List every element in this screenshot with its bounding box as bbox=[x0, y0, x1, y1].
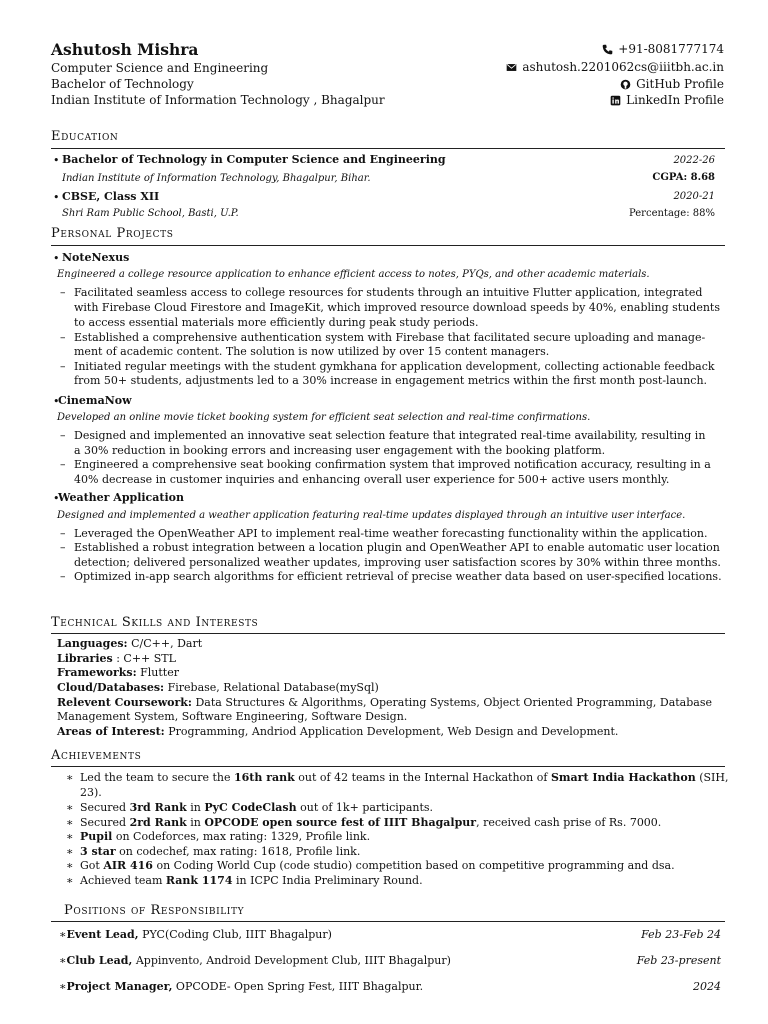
achievement-text: Secured bbox=[80, 801, 130, 814]
position-role: Project Manager, bbox=[66, 980, 173, 993]
envelope-icon bbox=[506, 62, 517, 73]
achievement-item bbox=[80, 816, 661, 829]
position-role: Club Lead, bbox=[66, 954, 133, 967]
star-bullet: ∗ bbox=[66, 859, 74, 872]
project-point: Leveraged the OpenWeather API to implement real-time weather forecasting functionality within the application. bbox=[74, 527, 708, 540]
linkedin-label: LinkedIn Profile bbox=[626, 93, 724, 107]
project-point: Established a robust integration between a location plugin and OpenWeather API to enable automatic user location bbox=[74, 541, 720, 554]
dash-marker: – bbox=[60, 541, 66, 554]
skill-label: Cloud/Databases: bbox=[57, 681, 165, 694]
project-description: Engineered a college resource application to enhance efficient access to notes, PYQs, and other academic materials. bbox=[57, 269, 650, 280]
project-point: with Firebase Cloud Firestore and ImageKit, which improved resource download speeds by 40%, enabling students bbox=[74, 301, 720, 314]
degree: Bachelor of Technology bbox=[51, 77, 194, 91]
skill-label: Areas of Interest: bbox=[57, 725, 165, 738]
achievement-item bbox=[80, 859, 675, 872]
education-score: Percentage: 88% bbox=[628, 208, 715, 219]
achievement-item bbox=[80, 801, 433, 814]
achievement-highlight: 3 star bbox=[80, 845, 116, 858]
achievement-text: in bbox=[186, 801, 205, 814]
education-degree: Bachelor of Technology in Computer Science and Engineering bbox=[62, 153, 446, 166]
position-date: 2024 bbox=[693, 980, 721, 993]
dash-marker: – bbox=[60, 570, 66, 583]
star-bullet: ∗ bbox=[66, 771, 74, 784]
skill-row-continued: Management System, Software Engineering, Software Design. bbox=[57, 710, 408, 723]
project-name: CinemaNow bbox=[58, 394, 132, 407]
achievement-text: in ICPC India Preliminary Round. bbox=[232, 874, 423, 887]
project-point: to access essential materials more efficiently during peak study periods. bbox=[74, 316, 479, 329]
projects-heading: Personal Projects bbox=[51, 226, 174, 241]
linkedin-icon bbox=[610, 95, 621, 106]
bullet: • bbox=[53, 191, 60, 204]
dash-marker: – bbox=[60, 429, 66, 442]
education-heading: Education bbox=[51, 129, 119, 144]
skill-row bbox=[57, 666, 179, 679]
bullet: • bbox=[53, 395, 60, 408]
section-divider bbox=[51, 921, 725, 922]
positions-heading: Positions of Responsibility bbox=[64, 903, 245, 918]
position-org: PYC(Coding Club, IIIT Bhagalpur) bbox=[142, 928, 332, 941]
skill-value: Programming, Andriod Application Development, Web Design and Development. bbox=[168, 725, 619, 738]
candidate-name: Ashutosh Mishra bbox=[51, 40, 199, 59]
achievement-text: out of 42 teams in the Internal Hackathon of bbox=[294, 771, 551, 784]
project-point: 40% decrease in customer inquiries and enhancing overall user experience for 500+ active users monthly. bbox=[74, 473, 670, 486]
position-role: Event Lead, bbox=[66, 928, 139, 941]
project-point: Designed and implemented an innovative seat selection feature that integrated real-time availability, resulting in bbox=[74, 429, 706, 442]
achievement-highlight: OPCODE open source fest of IIIT Bhagalpur bbox=[204, 816, 477, 829]
section-divider bbox=[51, 633, 725, 634]
project-point: detection; delivered personalized weather updates, improving user satisfaction scores by 30% within three months. bbox=[74, 556, 721, 569]
achievement-text: 23). bbox=[80, 786, 102, 799]
position-row: ∗Event Lead, PYC(Coding Club, IIIT Bhagalpur) bbox=[59, 928, 332, 941]
skill-row bbox=[57, 637, 202, 650]
position-row: ∗Project Manager, OPCODE- Open Spring Fest, IIIT Bhagalpur. bbox=[59, 980, 424, 993]
star-bullet: ∗ bbox=[66, 830, 74, 843]
position-org: Appinvento, Android Development Club, IIIT Bhagalpur) bbox=[135, 954, 451, 967]
achievement-item bbox=[80, 845, 360, 858]
skill-label: Languages: bbox=[57, 637, 128, 650]
skill-value: C/C++, Dart bbox=[131, 637, 203, 650]
achievement-item bbox=[80, 771, 729, 784]
achievement-highlight: Pupil bbox=[80, 830, 113, 843]
achievement-text: out of 1k+ participants. bbox=[296, 801, 434, 814]
phone-icon bbox=[602, 44, 613, 55]
star-bullet: ∗ bbox=[66, 845, 74, 858]
dash-marker: – bbox=[60, 360, 66, 373]
project-point: Initiated regular meetings with the student gymkhana for application development, collecting actionable feedback bbox=[74, 360, 715, 373]
project-name: Weather Application bbox=[58, 491, 184, 504]
achievement-text: Secured bbox=[80, 816, 130, 829]
project-point: Optimized in-app search algorithms for efficient retrieval of precise weather data based on user-specified locations. bbox=[74, 570, 722, 583]
achievement-item bbox=[80, 786, 102, 799]
section-divider bbox=[51, 766, 725, 767]
phone-number: +91-8081777174 bbox=[618, 42, 724, 56]
skill-value: Flutter bbox=[140, 666, 179, 679]
email-address: ashutosh.2201062cs@iiitbh.ac.in bbox=[522, 60, 724, 74]
skill-value: Firebase, Relational Database(mySql) bbox=[167, 681, 379, 694]
star-bullet: ∗ bbox=[66, 874, 74, 887]
achievement-text: on Codeforces, max rating: 1329, Profile link. bbox=[112, 830, 371, 843]
education-score: CGPA: 8.68 bbox=[652, 172, 715, 183]
achievement-text: on Coding World Cup (code studio) competition based on competitive programming and dsa. bbox=[152, 859, 675, 872]
project-name: NoteNexus bbox=[62, 251, 130, 264]
section-divider bbox=[51, 148, 725, 149]
skill-value: : C++ STL bbox=[116, 652, 176, 665]
achievement-text: (SIH, bbox=[695, 771, 729, 784]
achievement-text: in bbox=[186, 816, 205, 829]
phone-contact[interactable] bbox=[602, 42, 724, 56]
skill-label: Libraries bbox=[57, 652, 113, 665]
bullet: • bbox=[53, 252, 60, 265]
position-row: ∗Club Lead, Appinvento, Android Development Club, IIIT Bhagalpur) bbox=[59, 954, 451, 967]
education-years: 2022-26 bbox=[673, 155, 715, 166]
dash-marker: – bbox=[60, 458, 66, 471]
section-divider bbox=[51, 245, 725, 246]
dash-marker: – bbox=[60, 331, 66, 344]
project-description: Designed and implemented a weather application featuring real-time updates displayed through an intuitive user interface. bbox=[57, 510, 686, 521]
project-point: a 30% reduction in booking errors and increasing user engagement with the booking platform. bbox=[74, 444, 606, 457]
achievement-highlight: 16th rank bbox=[234, 771, 295, 784]
skill-row bbox=[57, 681, 379, 694]
bullet: • bbox=[53, 154, 60, 167]
education-degree: CBSE, Class XII bbox=[62, 190, 160, 203]
achievement-highlight: PyC CodeClash bbox=[204, 801, 297, 814]
skill-label: Frameworks: bbox=[57, 666, 137, 679]
achievement-highlight: AIR 416 bbox=[103, 859, 153, 872]
project-point: Engineered a comprehensive seat booking confirmation system that improved notification accuracy, resulting in a bbox=[74, 458, 711, 471]
star-bullet: ∗ bbox=[66, 801, 74, 814]
institute: Indian Institute of Information Technology , Bhagalpur bbox=[51, 93, 385, 107]
achievement-text: Got bbox=[80, 859, 104, 872]
achievement-text: Achieved team bbox=[80, 874, 166, 887]
position-date: Feb 23-Feb 24 bbox=[641, 928, 721, 941]
skill-row bbox=[57, 725, 618, 738]
dash-marker: – bbox=[60, 527, 66, 540]
education-school: Indian Institute of Information Technology, Bhagalpur, Bihar. bbox=[62, 173, 371, 184]
position-org: OPCODE- Open Spring Fest, IIIT Bhagalpur. bbox=[175, 980, 424, 993]
skill-label: Relevent Coursework: bbox=[57, 696, 192, 709]
achievement-text: Led the team to secure the bbox=[80, 771, 234, 784]
star-bullet: ∗ bbox=[66, 816, 74, 829]
project-description: Developed an online movie ticket booking system for efficient seat selection and real-time confirmations. bbox=[57, 412, 591, 423]
achievement-highlight: 2rd Rank bbox=[129, 816, 187, 829]
skills-heading: Technical Skills and Interests bbox=[51, 615, 259, 630]
project-point: Facilitated seamless access to college resources for students through an intuitive Flutter application, integrated bbox=[74, 286, 703, 299]
achievement-item bbox=[80, 830, 370, 843]
bullet: • bbox=[53, 492, 60, 505]
achievements-heading: Achievements bbox=[51, 748, 142, 763]
skill-value: Data Structures & Algorithms, Operating Systems, Object Oriented Programming, Database bbox=[195, 696, 712, 709]
achievement-text: , received cash prise of Rs. 7000. bbox=[476, 816, 662, 829]
education-years: 2020-21 bbox=[673, 191, 715, 202]
achievement-highlight: 3rd Rank bbox=[129, 801, 187, 814]
skill-row bbox=[57, 696, 712, 709]
achievement-highlight: Smart India Hackathon bbox=[550, 771, 696, 784]
department: Computer Science and Engineering bbox=[51, 61, 269, 75]
education-school: Shri Ram Public School, Basti, U.P. bbox=[62, 208, 239, 219]
github-link[interactable] bbox=[620, 77, 724, 91]
project-point: Established a comprehensive authentication system with Firebase that facilitated secure uploading and manage- bbox=[74, 331, 706, 344]
linkedin-link[interactable] bbox=[610, 93, 724, 107]
email-contact[interactable] bbox=[506, 60, 724, 74]
skill-row bbox=[57, 652, 176, 665]
position-date: Feb 23-present bbox=[636, 954, 721, 967]
achievement-item bbox=[80, 874, 423, 887]
project-point: from 50+ students, adjustments led to a 30% increase in engagement metrics within the first month post-launch. bbox=[74, 374, 708, 387]
github-label: GitHub Profile bbox=[636, 77, 724, 91]
achievement-highlight: Rank 1174 bbox=[165, 874, 233, 887]
github-icon bbox=[620, 79, 631, 90]
project-point: ment of academic content. The solution is now utilized by over 15 content managers. bbox=[74, 345, 550, 358]
achievement-text: on codechef, max rating: 1618, Profile link. bbox=[115, 845, 361, 858]
dash-marker: – bbox=[60, 286, 66, 299]
